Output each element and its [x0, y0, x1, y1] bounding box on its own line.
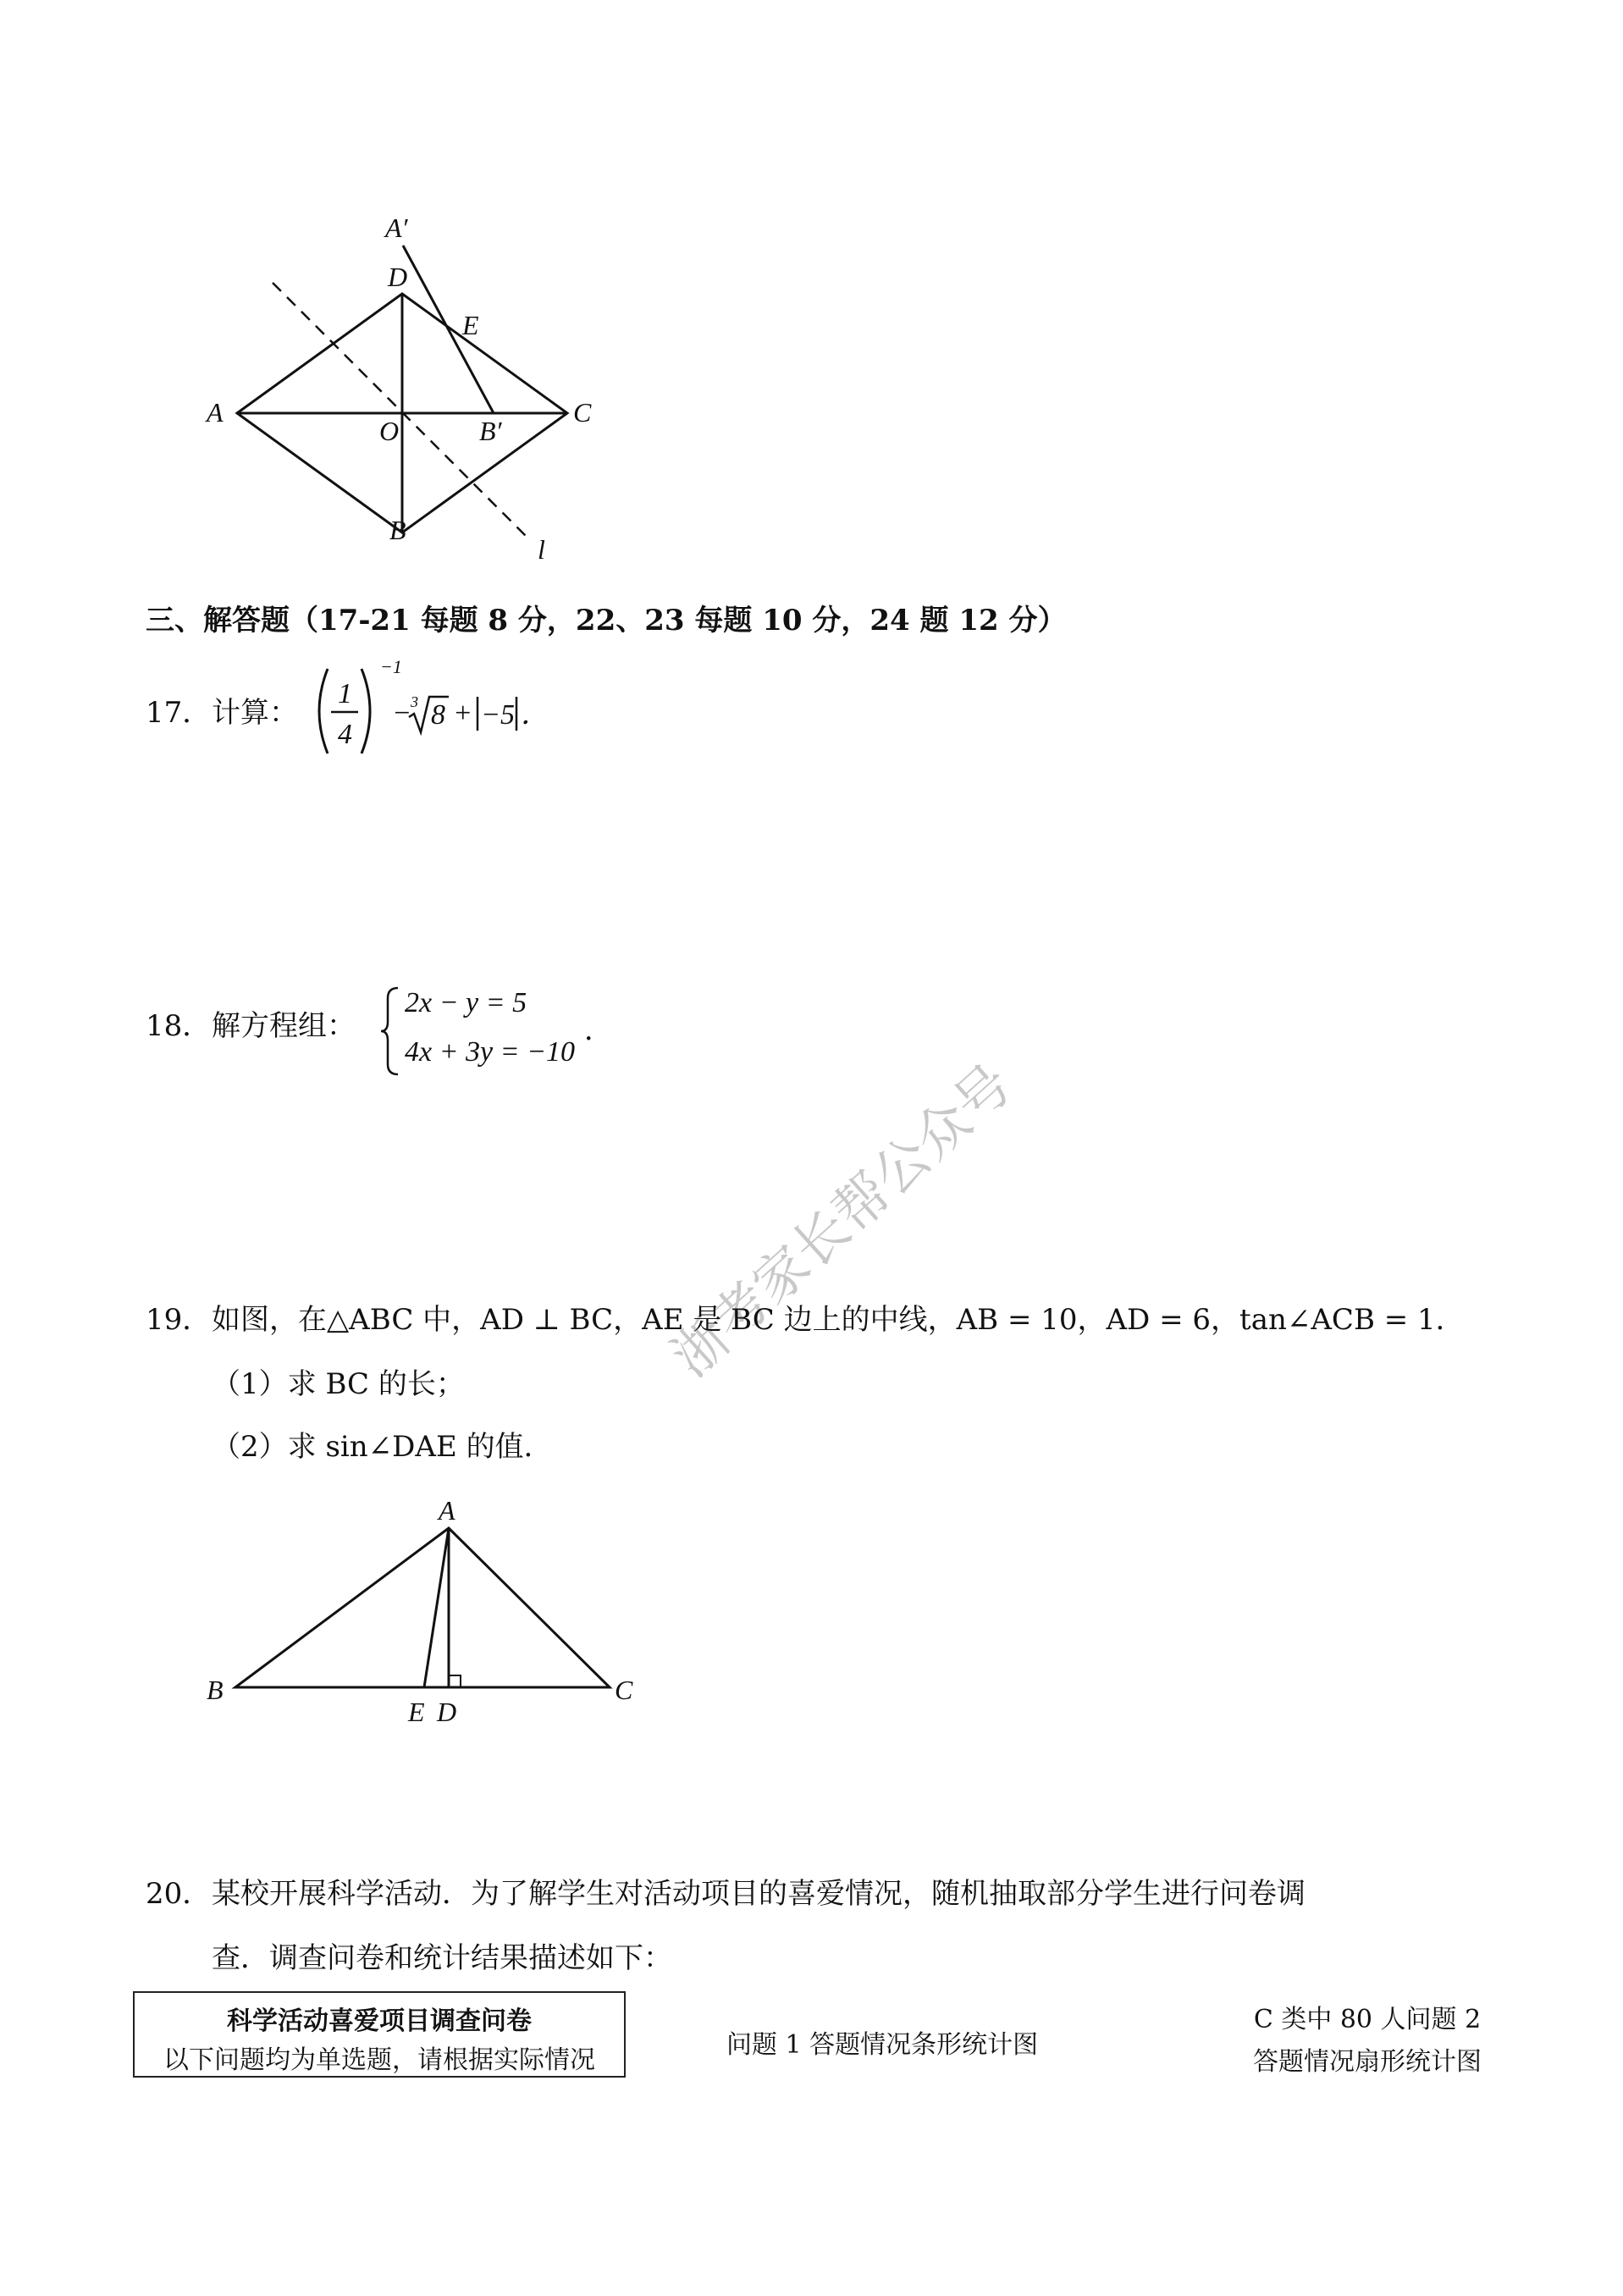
label-a-prime: A′: [385, 212, 408, 243]
q20-line-1: 某校开展科学活动．为了解学生对活动项目的喜爱情况，随机抽取部分学生进行问卷调: [212, 1877, 1306, 1911]
label-c: C: [615, 1675, 633, 1705]
fraction-numerator: 1: [338, 678, 352, 709]
q19-stem: 如图，在△ABC 中，AD ⊥ BC，AE 是 BC 边上的中线，AB = 10，AD = 6，tan∠ACB = 1．: [212, 1303, 1465, 1337]
label-b: B: [389, 515, 406, 545]
q19-number: 19．: [146, 1303, 212, 1337]
label-c: C: [573, 397, 592, 428]
label-l: l: [538, 534, 545, 565]
label-b: B: [207, 1675, 224, 1705]
watermark-text: 浙考家长帮公众号: [660, 1052, 1025, 1390]
survey-box: [133, 1991, 626, 2078]
q18-equation-2: 4x + 3y = −10: [405, 1036, 576, 1068]
label-a: A: [439, 1495, 455, 1526]
q20-line-2: 查．调查问卷和统计结果描述如下：: [212, 1941, 672, 1975]
root-index: 3: [411, 693, 418, 710]
bar-chart-title: 问题 1 答题情况条形统计图: [726, 2030, 1039, 2060]
triangle-abc: [235, 1528, 610, 1687]
q17-number: 17．: [146, 696, 212, 730]
label-e: E: [462, 310, 479, 340]
q18-number: 18．: [146, 1009, 212, 1043]
q18-label: 解方程组：: [212, 1009, 356, 1043]
rhombus-figure: [195, 203, 618, 576]
label-d: D: [388, 262, 408, 292]
root-argument: 8: [431, 699, 445, 731]
minus-sign: −: [392, 698, 411, 729]
plus-sign: +: [453, 698, 472, 729]
label-d: D: [437, 1697, 457, 1727]
q20-number: 20．: [146, 1877, 212, 1911]
q17-expression: [309, 648, 580, 766]
exponent: −1: [380, 656, 402, 677]
survey-box-title: 科学活动喜爱项目调查问卷: [227, 2006, 532, 2036]
fraction-denominator: 4: [338, 719, 352, 750]
pie-chart-title-line-2: 答题情况扇形统计图: [1253, 2047, 1482, 2077]
median-ae: [424, 1528, 449, 1687]
label-a: A: [207, 397, 224, 428]
label-e: E: [408, 1697, 425, 1727]
q18-equation-1: 2x − y = 5: [405, 987, 527, 1018]
q17-period: ．: [521, 699, 549, 731]
q19-part-1: （1）求 BC 的长；: [212, 1367, 465, 1401]
left-paren: [319, 669, 328, 753]
right-angle-mark: [449, 1675, 461, 1687]
q18-brace: [379, 985, 405, 1078]
label-b-prime: B′: [479, 416, 502, 446]
triangle-figure: [195, 1494, 660, 1731]
pie-chart-title-line-1: C 类中 80 人问题 2: [1253, 2005, 1482, 2034]
right-paren: [362, 669, 370, 753]
survey-box-text: 以下问题均为单选题，请根据实际情况: [163, 2045, 595, 2075]
q18-period: ．: [584, 1013, 613, 1047]
section-3-title: 三、解答题（17-21 每题 8 分，22、23 每题 10 分，24 题 12 分）: [146, 604, 1067, 637]
q17-label: 计算：: [212, 696, 298, 730]
q19-part-2: （2）求 sin∠DAE 的值．: [212, 1430, 553, 1464]
segment-a-prime-b-prime: [403, 246, 494, 413]
abs-value: −5: [481, 699, 515, 731]
label-o: O: [379, 416, 400, 446]
